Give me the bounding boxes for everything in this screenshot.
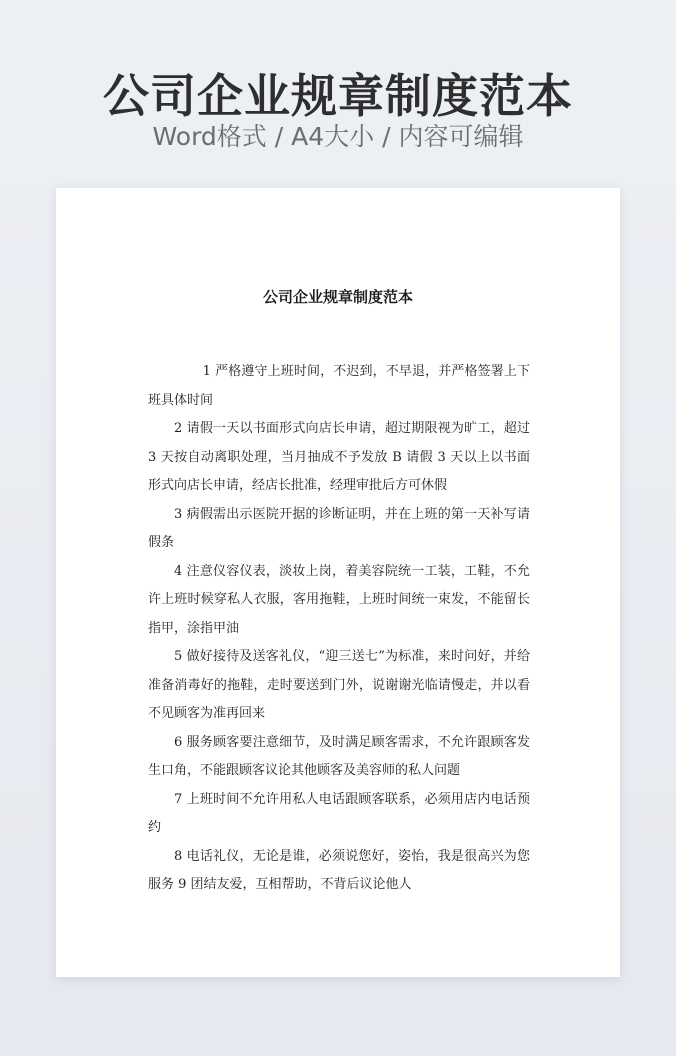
document-page (56, 188, 620, 977)
banner-subtitle: Word格式 / A4大小 / 内容可编辑 (152, 122, 524, 151)
document-body (148, 358, 530, 900)
rule-paragraph-5: 5 做好接待及送客礼仪，“迎三送七”为标准，来时问好，并给准备消毒好的拖鞋，走时要送到门外，说谢谢光临请慢走，并以看不见顾客为准再回来 (148, 649, 530, 721)
rule-paragraph-8: 8 电话礼仪，无论是谁，必须说您好，姿怡，我是很高兴为您服务 9 团结友爱，互相帮助，不背后议论他人 (148, 848, 530, 892)
rule-paragraph-4: 4 注意仪容仪表，淡妆上岗，着美容院统一工装，工鞋，不允许上班时候穿私人衣服，客用拖鞋，上班时间统一束发，不能留长指甲，涂指甲油 (148, 563, 530, 636)
document-title: 公司企业规章制度范本 (262, 288, 413, 306)
rule-paragraph-1: 1 严格遵守上班时间，不迟到，不早退，并严格签署上下班具体时间 (148, 364, 530, 408)
rule-paragraph-2: 2 请假一天以书面形式向店长申请，超过期限视为旷工，超过 3 天按自动离职处理，当月抽成不予发放 B 请假 3 天以上以书面形式向店长申请，经店长批准，经理审批后方可休假 (148, 421, 530, 493)
banner-title: 公司企业规章制度范本 (103, 69, 573, 123)
rule-paragraph-7: 7 上班时间不允许用私人电话跟顾客联系，必须用店内电话预约 (148, 791, 530, 835)
rule-paragraph-3: 3 病假需出示医院开据的诊断证明，并在上班的第一天补写请假条 (148, 506, 530, 550)
rule-paragraph-6: 6 服务顾客要注意细节，及时满足顾客需求，不允许跟顾客发生口角，不能跟顾客议论其他顾客及美容师的私人问题 (148, 734, 530, 778)
